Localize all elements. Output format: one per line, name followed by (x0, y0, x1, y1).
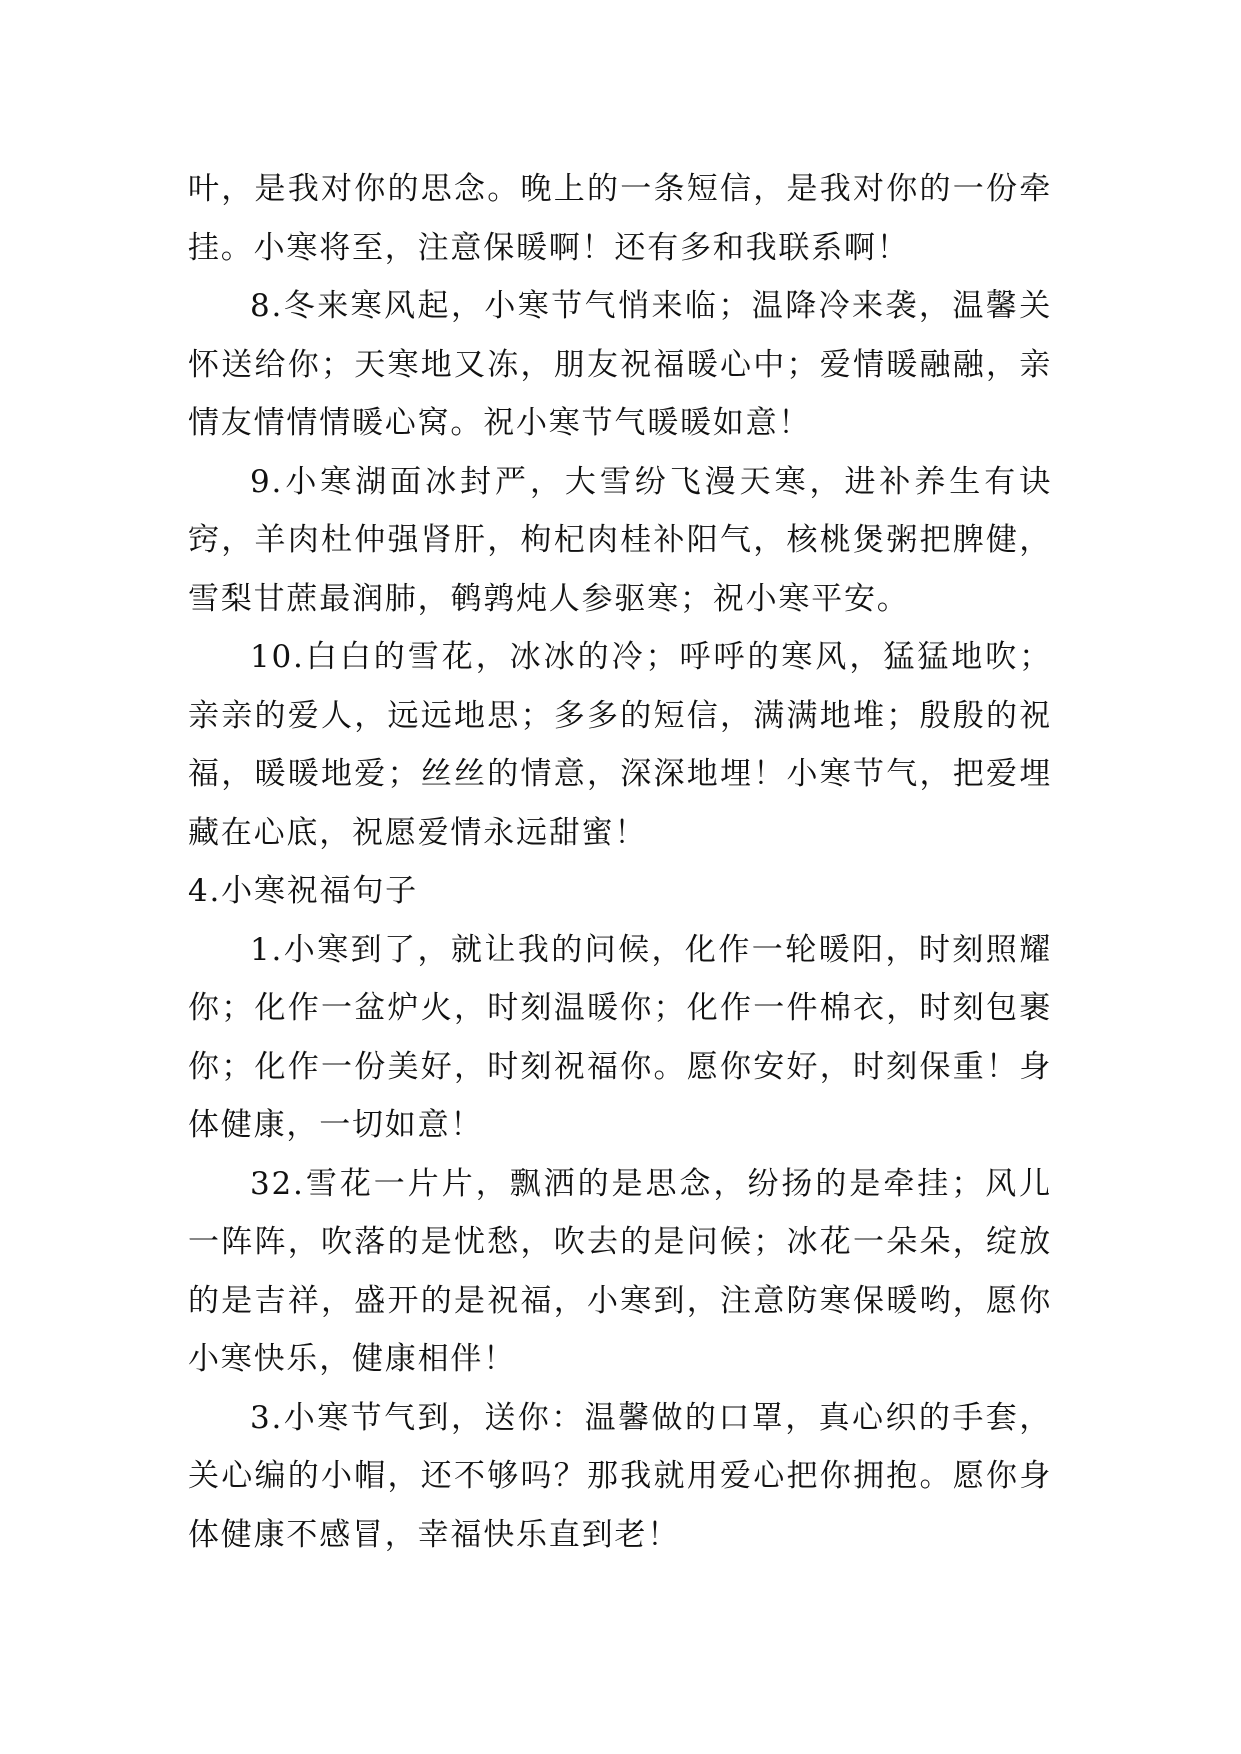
paragraph-item-9: 9.小寒湖面冰封严，大雪纷飞漫天寒，进补养生有诀窍，羊肉杜仲强肾肝，枸杞肉桂补阳气，核桃煲粥把脾健，雪梨甘蔗最润肺，鹌鹑炖人参驱寒；祝小寒平安。 (188, 463, 1052, 617)
document-body (188, 160, 1052, 1564)
paragraph-item-1: 1.小寒到了，就让我的问候，化作一轮暖阳，时刻照耀你；化作一盆炉火，时刻温暖你；化作一件棉衣，时刻包裹你；化作一份美好，时刻祝福你。愿你安好，时刻保重！身体健康，一切如意！ (188, 931, 1052, 1143)
paragraph-continuation: 叶，是我对你的思念。晚上的一条短信，是我对你的一份牵挂。小寒将至，注意保暖啊！还有多和我联系啊！ (188, 171, 1052, 266)
section-heading: 4.小寒祝福句子 (188, 873, 418, 909)
paragraph-item-10: 10.白白的雪花，冰冰的冷；呼呼的寒风，猛猛地吹；亲亲的爱人，远远地思；多多的短信，满满地堆；殷殷的祝福，暖暖地爱；丝丝的情意，深深地埋！小寒节气，把爱埋藏在心底，祝愿爱情永远甜蜜！ (188, 639, 1052, 851)
paragraph-item-8: 8.冬来寒风起，小寒节气悄来临；温降冷来袭，温馨关怀送给你；天寒地又冻，朋友祝福暖心中；爱情暖融融，亲情友情情情暖心窝。祝小寒节气暖暖如意！ (188, 288, 1052, 441)
paragraph-item-32: 32.雪花一片片，飘洒的是思念，纷扬的是牵挂；风儿一阵阵，吹落的是忧愁，吹去的是问候；冰花一朵朵，绽放的是吉祥，盛开的是祝福，小寒到，注意防寒保暖哟，愿你小寒快乐，健康相伴！ (188, 1165, 1052, 1377)
paragraph-item-3: 3.小寒节气到，送你：温馨做的口罩，真心织的手套，关心编的小帽，还不够吗？那我就用爱心把你拥抱。愿你身体健康不感冒，幸福快乐直到老！ (188, 1399, 1052, 1553)
